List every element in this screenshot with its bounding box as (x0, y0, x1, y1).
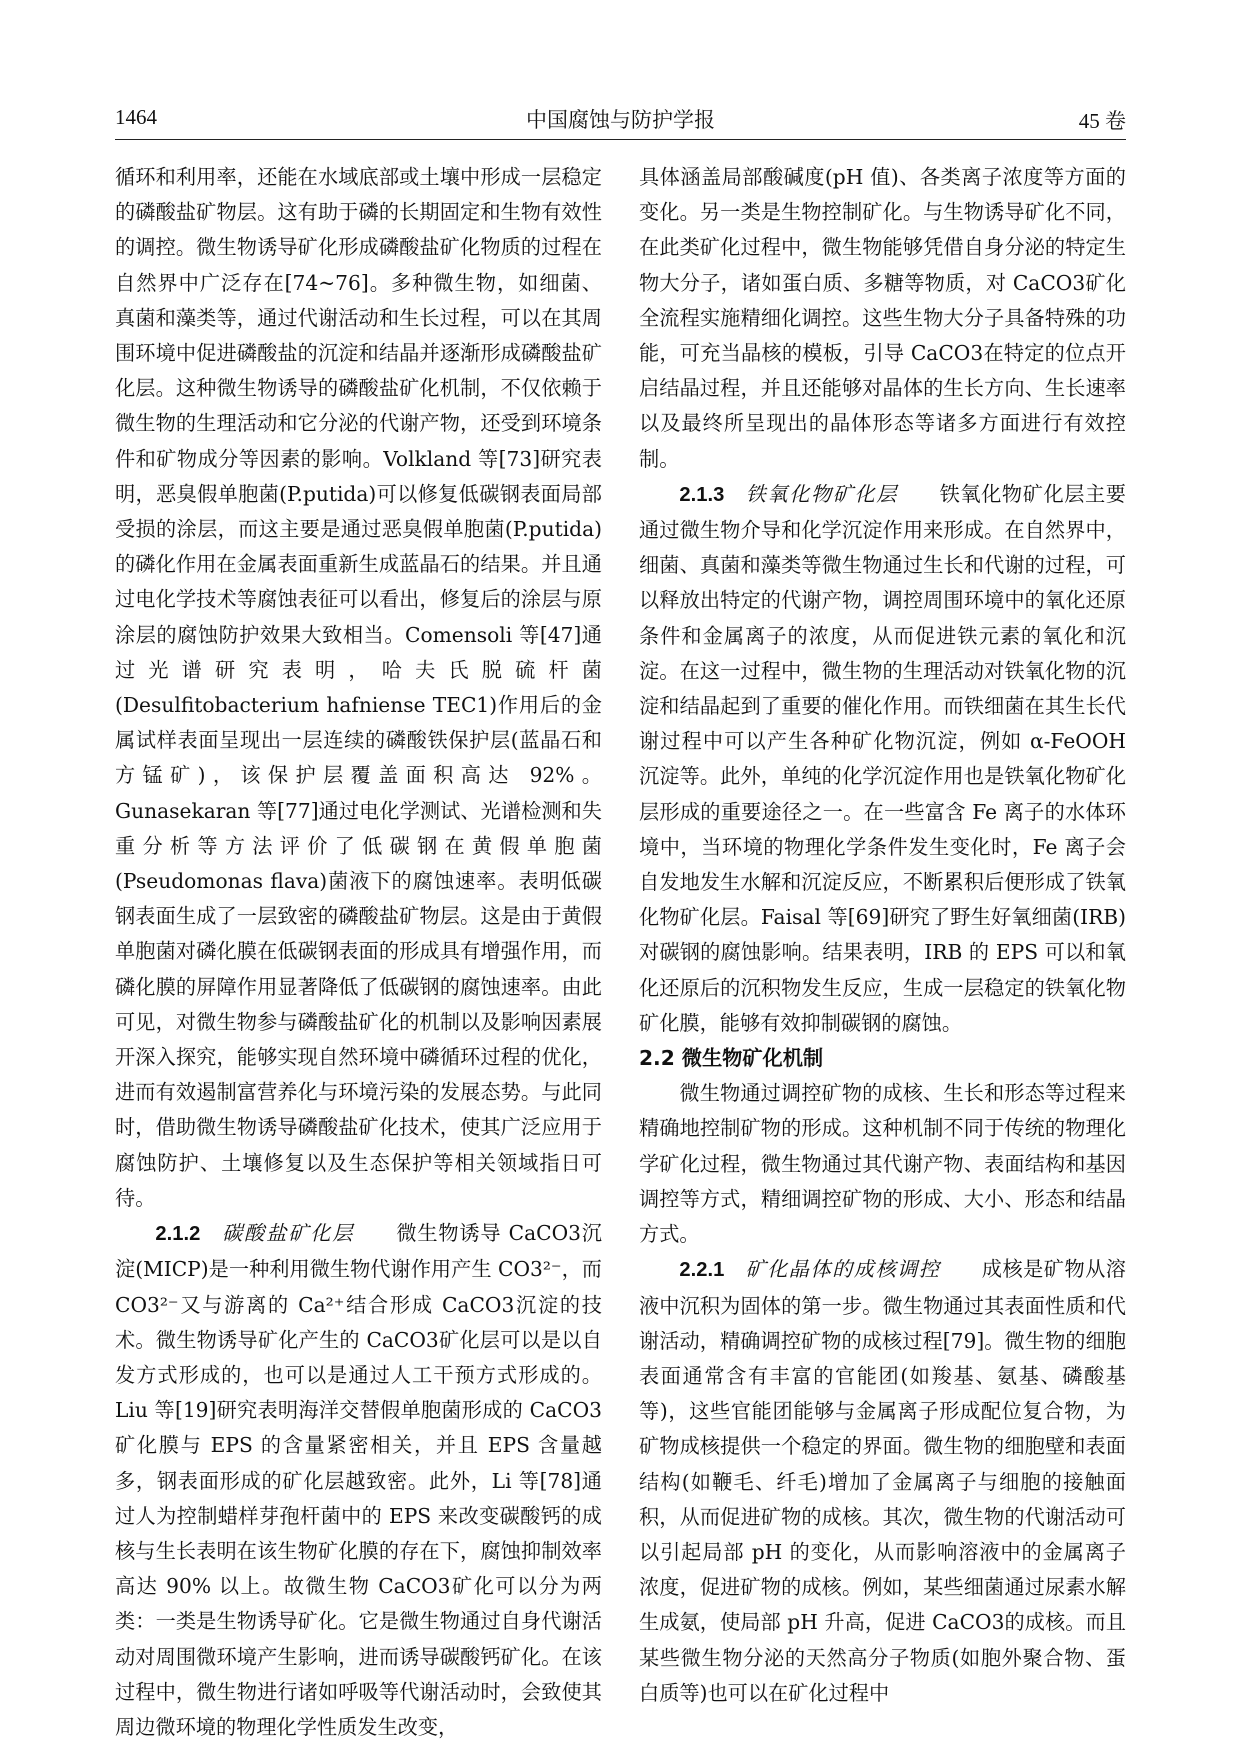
section-2-1-2 (115, 1216, 602, 1745)
right-column (639, 160, 1126, 1711)
paragraph-iron-oxide: 铁氧化物矿化层主要通过微生物介导和化学沉淀作用来形成。在自然界中，细菌、真菌和藻类等微生物通过生长和代谢的过程，可以释放出特定的代谢产物，调控周围环境中的氧化还原条件和金属离子的浓度，从而促进铁元素的氧化和沉淀。在这一过程中，微生物的生理活动对铁氧化物的沉淀和结晶起到了重要的催化作用。而铁细菌在其生长代谢过程中可以产生各种矿化物沉淀，例如 α-FeOOH 沉淀等。此外，单纯的化学沉淀作用也是铁氧化物矿化层形成的重要途径之一。在一些富含 Fe 离子的水体环境中，当环境的物理化学条件发生变化时，Fe 离子会自发地发生水解和沉淀反应，不断累积后便形成了铁氧化物矿化层。Faisal 等[69]研究了野生好氧细菌(IRB)对碳钢的腐蚀影响。结果表明，IRB 的 EPS 可以和氧化还原后的沉积物发生反应，生成一层稳定的铁氧化物矿化膜，能够有效抑制碳钢的腐蚀。 (639, 481, 1126, 1035)
section-number: 2.1.3 (679, 483, 725, 506)
running-header (115, 103, 1126, 140)
page-number: 1464 (115, 105, 157, 129)
left-column (115, 160, 602, 1745)
section-2-2-1 (639, 1252, 1126, 1711)
volume-label: 45 卷 (1078, 109, 1126, 133)
section-number: 2.2.1 (679, 1259, 725, 1282)
paragraph-nucleation: 成核是矿物从溶液中沉积为固体的第一步。微生物通过其表面性质和代谢活动，精确调控矿物的成核过程[79]。微生物的细胞表面通常含有丰富的官能团(如羧基、氨基、磷酸基等)，这些官能团能够与金属离子形成配位复合物，为矿物成核提供一个稳定的界面。微生物的细胞壁和表面结构(如鞭毛、纤毛)增加了金属离子与细胞的接触面积，从而促进矿物的成核。其次，微生物的代谢活动可以引起局部 pH 的变化，从而影响溶液中的金属离子浓度，促进矿物的成核。例如，某些细菌通过尿素水解生成氨，使局部 pH 升高，促进 CaCO3的成核。而且某些微生物分泌的天然高分子物质(如胞外聚合物、蛋白质等)也可以在矿化过程中 (639, 1257, 1126, 1705)
section-2-1-3 (639, 477, 1126, 1041)
paragraph-carbonate: 微生物诱导 CaCO3沉淀(MICP)是一种利用微生物代谢作用产生 CO3²⁻，而 CO3²⁻又与游离的 Ca²⁺结合形成 CaCO3沉淀的技术。微生物诱导矿化产生的 CaCO3矿化层可以是以自发方式形成的，也可以是通过人工干预方式形成的。Liu 等[19]研究表明海洋交替假单胞菌形成的 CaCO3矿化膜与 EPS 的含量紧密相关，并且 EPS 含量越多，钢表面形成的矿化层越致密。此外，Li 等[78]通过人为控制蜡样芽孢杆菌中的 EPS 来改变碳酸钙的成核与生长表明在该生物矿化膜的存在下，腐蚀抑制效率高达 90% 以上。故微生物 CaCO3矿化可以分为两类：一类是生物诱导矿化。它是微生物通过自身代谢活动对周围微环境产生影响，进而诱导碳酸钙矿化。在该过程中，微生物进行诸如呼吸等代谢活动时，会致使其周边微环境的物理化学性质发生改变， (115, 1221, 602, 1739)
paragraph-mechanism: 微生物通过调控矿物的成核、生长和形态等过程来精确地控制矿物的形成。这种机制不同于传统的物理化学矿化过程，微生物通过其代谢产物、表面结构和基因调控等方式，精细调控矿物的形成、大小、形态和结晶方式。 (639, 1081, 1126, 1247)
paragraph-phosphate-continued: 循环和利用率，还能在水域底部或土壤中形成一层稳定的磷酸盐矿物层。这有助于磷的长期固定和生物有效性的调控。微生物诱导矿化形成磷酸盐矿化物质的过程在自然界中广泛存在[74~76]。多种微生物，如细菌、真菌和藻类等，通过代谢活动和生长过程，可以在其周围环境中促进磷酸盐的沉淀和结晶并逐渐形成磷酸盐矿化层。这种微生物诱导的磷酸盐矿化机制，不仅依赖于微生物的生理活动和它分泌的代谢产物，还受到环境条件和矿物成分等因素的影响。Volkland 等[73]研究表明，恶臭假单胞菌(P.putida)可以修复低碳钢表面局部受损的涂层，而这主要是通过恶臭假单胞菌(P.putida)的磷化作用在金属表面重新生成蓝晶石的结果。并且通过电化学技术等腐蚀表征可以看出，修复后的涂层与原涂层的腐蚀防护效果大致相当。Comensoli 等[47]通过光谱研究表明，哈夫氏脱硫杆菌(Desulfitobacterium hafniense TEC1)作用后的金属试样表面呈现出一层连续的磷酸铁保护层(蓝晶石和方锰矿)，该保护层覆盖面积高达 92%。Gunasekaran 等[77]通过电化学测试、光谱检测和失重分析等方法评价了低碳钢在黄假单胞菌(Pseudomonas flava)菌液下的腐蚀速率。表明低碳钢表面生成了一层致密的磷酸盐矿物层。这是由于黄假单胞菌对磷化膜在低碳钢表面的形成具有增强作用，而磷化膜的屏障作用显著降低了低碳钢的腐蚀速率。由此可见，对微生物参与磷酸盐矿化的机制以及影响因素展开深入探究，能够实现自然环境中磷循环过程的优化，进而有效遏制富营养化与环境污染的发展态势。与此同时，借助微生物诱导磷酸盐矿化技术，使其广泛应用于腐蚀防护、土壤修复以及生态保护等相关领域指日可待。 (115, 165, 602, 1210)
section-title-carbonate: 碳酸盐矿化层 (222, 1221, 355, 1246)
section-title-nucleation: 矿化晶体的成核调控 (745, 1257, 941, 1282)
section-number: 2.1.2 (155, 1223, 201, 1246)
section-title-iron-oxide: 铁氧化物矿化层 (745, 481, 899, 506)
journal-title: 中国腐蚀与防护学报 (526, 108, 715, 132)
section-heading-2-2: 2.2 微生物矿化机制 (639, 1046, 824, 1071)
paragraph-carbonate-continued: 具体涵盖局部酸碱度(pH 值)、各类离子浓度等方面的变化。另一类是生物控制矿化。与生物诱导矿化不同，在此类矿化过程中，微生物能够凭借自身分泌的特定生物大分子，诸如蛋白质、多糖等物质，对 CaCO3矿化全流程实施精细化调控。这些生物大分子具备特殊的功能，可充当晶核的模板，引导 CaCO3在特定的位点开启结晶过程，并且还能够对晶体的生长方向、生长速率以及最终所呈现出的晶体形态等诸多方面进行有效控制。 (639, 165, 1126, 471)
